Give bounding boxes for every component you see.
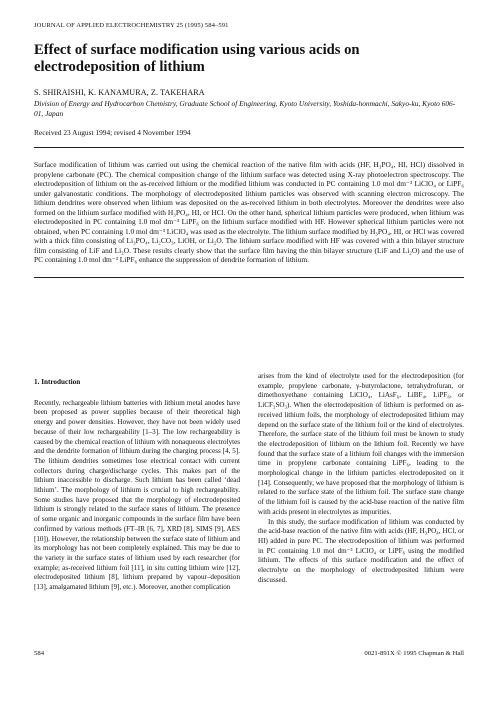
- section-heading-introduction: 1. Introduction: [34, 378, 81, 386]
- intro-paragraph-1-continued: arises from the kind of electrolyte used for the electrodeposition (for example, propylene carbonate, γ-butyrolactone, tetrahydrofuran, or dimethoxyethane containing LiClO₄, LiAsF₆, LiBF₄, LiPF₆, or LiCF₃SO₃). When the electrodeposition of lithium is performed on as-received lithium foils, the morphology of electrodeposited lithium may depend on the surface state of the lithium foil or the kind of electrolytes. Therefore, the surface state of the lithium foil must be known to study the electrodeposition of lithium on the lithium foil. Recently we have found that the surface state of a lithium foil changes with the immersion time in propylene carbonate containing LiPF₆, leading to the morphological change in the lithium particles electrodeposited on it [14]. Consequently, we have proposed that the morphology of lithium is related to the surface state of the lithium foil. The surface state change of the lithium foil is caused by the acid-base reaction of the native film with acids present in electrolytes as impurities.: [258, 372, 464, 516]
- right-column: [258, 372, 464, 585]
- intro-paragraph-1: Recently, rechargeable lithium batteries with lithium metal anodes have been proposed as power supplies because of their theoretical high energy and power densities. However, they have not been widely used because of their low rechargeability [1–3]. The low rechargeability is caused by the chemical reaction of lithium with nonaqueous electrolytes and the dendrite formation of lithium during the charging process [4, 5]. The lithium dendrites sometimes lose electrical contact with current collectors during charge/discharge cycles. This makes part of the lithium inaccessible to discharge. Such lithium has been called ‘dead lithium’. The morphology of lithium is crucial to high rechargeability. Some studies have proposed that the morphology of electrodeposited lithium is strongly related to the surface states of lithium. The presence of some organic and inorganic compounds in the surface film have been confirmed by various methods (FT–IR [6, 7], XRD [8], SIMS [9], AES [10]). However, the relationship between the surface state of lithium and its morphology has not been completely explained. This may be due to the variety in the surface states of lithium used by each researcher (for example; as-received lithium foil [11], in situ cutting lithium wire [12], electrodeposited lithium [8], lithium prepared by vapour–deposition [13], amalgamated lithium [9], etc.). Moreover, another complication: [34, 398, 240, 592]
- paper-title: Effect of surface modification using various acids on electrodeposition of lithium: [34, 42, 360, 75]
- left-column: [34, 372, 240, 593]
- author-list: S. SHIRAISHI, K. KANAMURA, Z. TAKEHARA: [34, 88, 205, 97]
- received-dates: Received 23 August 1994; revised 4 November 1994: [34, 128, 191, 137]
- copyright-notice: 0021-891X © 1995 Chapman & Hall: [364, 650, 464, 657]
- affiliation: Division of Energy and Hydrocarbon Chemistry, Graduate School of Engineering, Kyoto University, Yoshida-honmachi, Sakyo-ku, Kyoto 606-01, Japan: [34, 99, 456, 118]
- body-columns: [34, 372, 464, 644]
- abstract: Surface modification of lithium was carried out using the chemical reaction of the native film with acids (HF, H₃PO₄, HI, HCl) dissolved in propylene carbonate (PC). The chemical composition change of the lithium surface was detected using X-ray photoelectron spectroscopy. The electrodeposition of lithium on the as-received lithium or the modified lithium was conducted in PC containing 1.0 mol dm⁻³ LiClO₄ or LiPF₆ under galvanostatic conditions. The morphology of electrodeposited lithium particles was observed with scanning electron microscopy. The lithium dendrites were observed when lithium was deposited on the as-received lithium in both electrolytes. Moreover the dendrites were also formed on the lithium surface modified with H₃PO₄, HI, or HCl. On the other hand, spherical lithium particles were produced, when lithium was electrodeposited in PC containing 1.0 mol dm⁻³ LiPF₆ on the lithium surface modified with HF. However spherical lithium particles were not obtained, when PC containing 1.0 mol dm⁻³ LiClO₄ was used as the electrolyte. The lithium surface modified by H₃PO₄, HI, or HCl was covered with a thick film consisting of Li₃PO₄, Li₂CO₃, LiOH, or Li₂O. The lithium surface modified with HF was covered with a thin bilayer structure film consisting of LiF and Li₂O. These results clearly show that the surface film having the thin bilayer structure (LiF and Li₂O) and the use of PC containing 1.0 mol dm⁻³ LiPF₆ enhance the suppression of dendrite formation of lithium.: [34, 160, 464, 264]
- page-number: 584: [34, 650, 45, 657]
- journal-citation: JOURNAL OF APPLIED ELECTROCHEMISTRY 25 (1995) 584–591: [34, 22, 229, 29]
- paper-header: [34, 22, 464, 278]
- header-divider: [34, 147, 464, 148]
- abstract-divider: [34, 277, 464, 278]
- intro-paragraph-2: In this study, the surface modification of lithium was conducted by the acid-base reaction of the native film with acids (HF, H₃PO₄, HCl, or HI) added in pure PC. The electrodeposition of lithium was performed in PC containing 1.0 mol dm⁻³ LiClO₄ or LiPF₆ using the modified lithium. The effects of this surface modification and the effect of electrolyte on the morphology of electrodeposited lithium were discussed.: [258, 517, 464, 584]
